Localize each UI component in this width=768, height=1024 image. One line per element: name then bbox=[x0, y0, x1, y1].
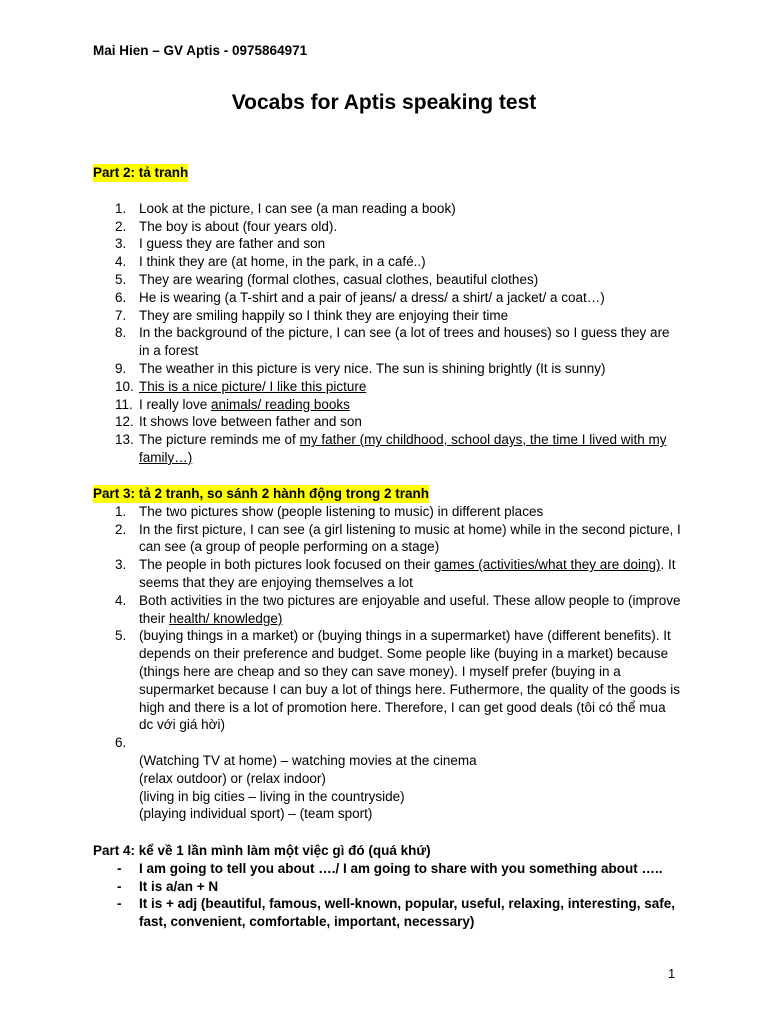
item-number: 10. bbox=[115, 378, 134, 394]
item-text bbox=[139, 735, 143, 750]
item-number: 4. bbox=[115, 254, 127, 270]
item-text: Both activities in the two pictures are enjoyable and useful. These allow people to (improve their bbox=[139, 592, 681, 626]
item-text: In the background of the picture, I can see (a lot of trees and houses) so I guess they are in a forest bbox=[139, 325, 670, 359]
dash-bullet: - bbox=[117, 860, 122, 876]
list-item bbox=[93, 324, 683, 360]
list-item bbox=[93, 413, 683, 431]
list-item bbox=[93, 556, 683, 592]
item-underlined-text: animals/ reading books bbox=[211, 396, 350, 412]
page-number: 1 bbox=[668, 966, 676, 981]
item-text: The boy is about (four years old). bbox=[139, 218, 338, 234]
list-item bbox=[93, 360, 683, 378]
item-text: Look at the picture, I can see (a man reading a book) bbox=[139, 200, 456, 216]
list-item bbox=[93, 895, 683, 931]
list-item bbox=[93, 592, 683, 628]
item-text: It shows love between father and son bbox=[139, 414, 362, 430]
item-underlined-text: health/ knowledge) bbox=[169, 610, 283, 626]
comparison-line: (Watching TV at home) – watching movies at the cinema bbox=[139, 752, 477, 768]
list-item bbox=[93, 253, 683, 271]
item-number: 1. bbox=[115, 200, 127, 216]
item-text: The people in both pictures look focused on their bbox=[139, 557, 434, 573]
item-text: It is a/an + N bbox=[139, 878, 219, 894]
list-item bbox=[93, 396, 683, 414]
list-item bbox=[93, 878, 683, 896]
part2-title: Part 2: tả tranh bbox=[93, 165, 189, 180]
list-item bbox=[93, 218, 683, 236]
item-number: 6. bbox=[115, 289, 127, 305]
dash-bullet: - bbox=[117, 878, 122, 894]
item-text: (buying things in a market) or (buying things in a supermarket) have (different benefits). It depends on their preference and budget. Some people like (buying in a market) because (things here are cheap and so they can save money). I myself prefer (buying in a supermarket because I can buy a lot of things here. Futhermore, the quality of the goods is high and there is a lot of promotion here. Therefore, I can get good deals (tôi có thể mua dc với giá hời) bbox=[139, 628, 681, 733]
part3-title: Part 3: tả 2 tranh, so sánh 2 hành động trong 2 tranh bbox=[93, 486, 430, 501]
part3-list bbox=[93, 503, 683, 752]
item-text: In the first picture, I can see (a girl listening to music at home) while in the second picture, I can see (a group of people performing on a stage) bbox=[139, 521, 681, 555]
item-text: I guess they are father and son bbox=[139, 236, 326, 252]
item-text: They are wearing (formal clothes, casual clothes, beautiful clothes) bbox=[139, 271, 539, 287]
list-item bbox=[93, 289, 683, 307]
comparison-line: (relax outdoor) or (relax indoor) bbox=[139, 770, 326, 786]
page-header: Mai Hien – GV Aptis - 0975864971 bbox=[93, 43, 308, 58]
item-number: 7. bbox=[115, 307, 127, 323]
item-text: The picture reminds me of bbox=[139, 432, 300, 448]
list-item bbox=[93, 503, 683, 521]
item-number: 3. bbox=[115, 236, 127, 252]
item-number: 5. bbox=[115, 628, 127, 644]
list-item bbox=[93, 627, 683, 734]
list-item bbox=[93, 307, 683, 325]
item-number: 2. bbox=[115, 521, 127, 537]
item-text: I really love bbox=[139, 396, 212, 412]
list-item bbox=[93, 734, 683, 752]
item-text: They are smiling happily so I think they are enjoying their time bbox=[139, 307, 509, 323]
item-number: 3. bbox=[115, 557, 127, 573]
item-underlined-text: my father (my childhood, school days, the time I lived with my family…) bbox=[139, 432, 667, 465]
list-item bbox=[93, 200, 683, 218]
item-text-tail: . It seems that they are enjoying themselves a lot bbox=[139, 557, 676, 590]
item-number: 1. bbox=[115, 503, 127, 519]
list-item bbox=[93, 860, 683, 878]
part3-section bbox=[93, 485, 683, 823]
item-number: 5. bbox=[115, 271, 127, 287]
part4-title: Part 4: kể về 1 lần mình làm một việc gì đó (quá khứ) bbox=[93, 843, 431, 858]
part2-list bbox=[93, 200, 683, 467]
part4-section bbox=[93, 842, 683, 931]
item-text: He is wearing (a T-shirt and a pair of jeans/ a dress/ a shirt/ a jacket/ a coat…) bbox=[139, 289, 605, 305]
item-number: 12. bbox=[115, 414, 134, 430]
comparison-line: (living in big cities – living in the countryside) bbox=[139, 788, 405, 804]
item-underlined-text: This is a nice picture/ I like this picture bbox=[139, 378, 367, 394]
item-number: 6. bbox=[115, 735, 127, 751]
list-item bbox=[93, 521, 683, 557]
part4-list bbox=[93, 860, 683, 931]
item-number: 4. bbox=[115, 592, 127, 608]
item-text: It is + adj (beautiful, famous, well-known, popular, useful, relaxing, interesting, safe, fast, convenient, comfortable, important, necessary) bbox=[139, 896, 675, 930]
item-underlined-text: games (activities/what they are doing) bbox=[433, 557, 661, 573]
item-text: The weather in this picture is very nice. The sun is shining brightly (It is sunny) bbox=[139, 360, 606, 376]
dash-bullet: - bbox=[117, 896, 122, 912]
item-number: 8. bbox=[115, 325, 127, 341]
item-text: I think they are (at home, in the park, in a café..) bbox=[139, 254, 426, 270]
list-item bbox=[93, 378, 683, 396]
item-number: 9. bbox=[115, 360, 127, 376]
comparison-line: (playing individual sport) – (team sport) bbox=[139, 806, 373, 822]
list-item bbox=[93, 235, 683, 253]
item-number: 11. bbox=[115, 396, 133, 412]
item-text: The two pictures show (people listening to music) in different places bbox=[139, 503, 544, 519]
item-number: 2. bbox=[115, 218, 127, 234]
list-item bbox=[93, 271, 683, 289]
item-number: 13. bbox=[115, 432, 134, 448]
document-title: Vocabs for Aptis speaking test bbox=[231, 91, 537, 114]
item-text: I am going to tell you about …./ I am going to share with you something about ….. bbox=[139, 860, 663, 876]
list-item bbox=[93, 431, 683, 467]
part2-section bbox=[93, 164, 683, 467]
